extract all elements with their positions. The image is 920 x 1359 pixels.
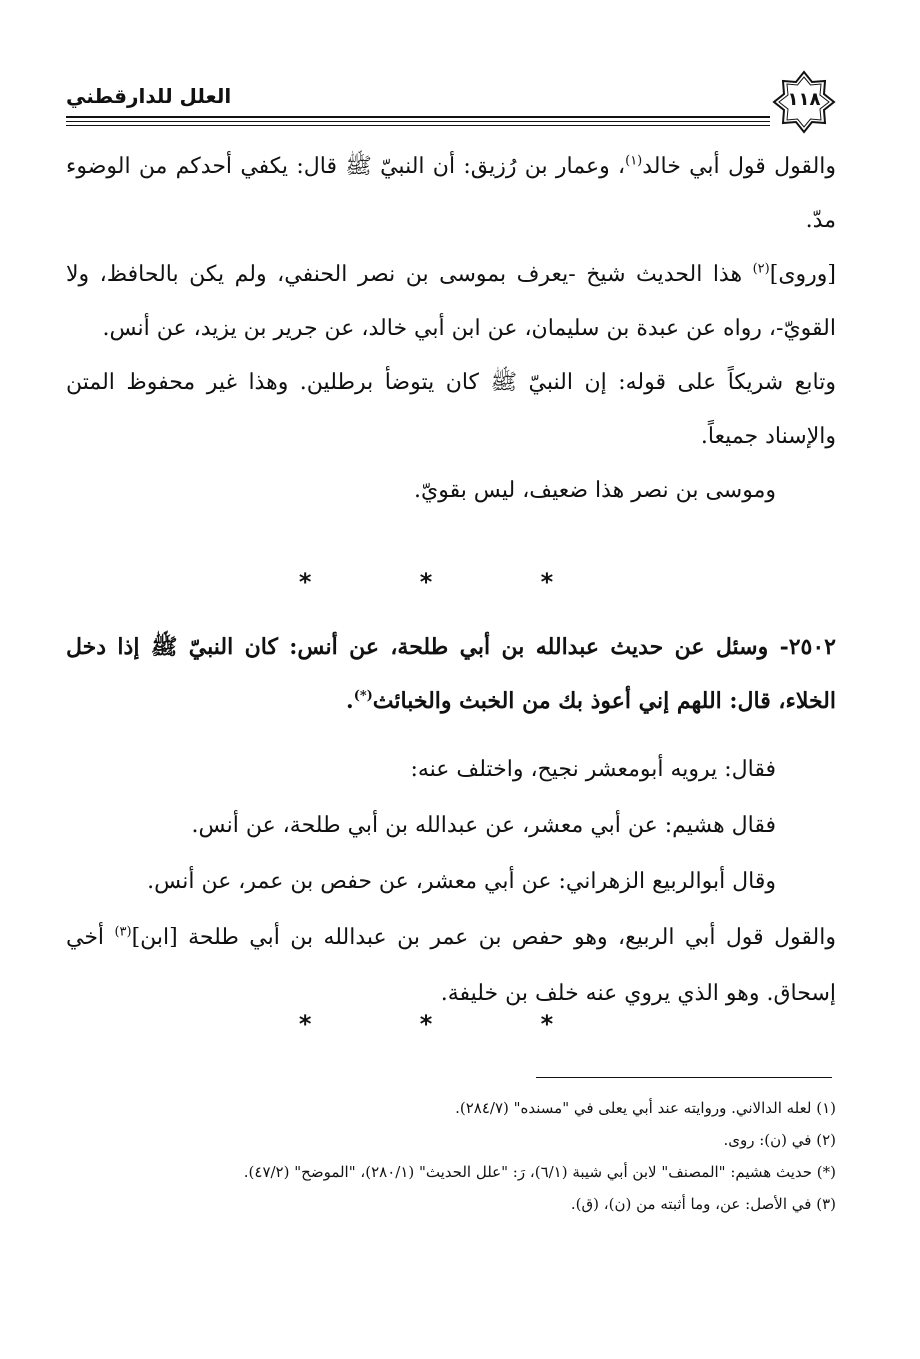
footnote-rule — [536, 1077, 832, 1078]
footnote-ref: (*) — [353, 688, 373, 704]
header-rule — [66, 116, 770, 126]
paragraph-6: فقال هشيم: عن أبي معشر، عن عبدالله بن أبي طلحة، عن أنس. — [191, 813, 776, 838]
paragraph-text: والقول قول أبي الربيع، وهو حفص بن عمر بن عبدالله بن أبي طلحة [ابن] — [131, 925, 836, 950]
paragraph-7: وقال أبوالربيع الزهراني: عن أبي معشر، عن حفص بن عمر، عن أنس. — [147, 869, 776, 894]
paragraph-5: فقال: يرويه أبومعشر نجيح، واختلف عنه: — [410, 757, 776, 782]
paragraph-8 — [66, 910, 836, 1022]
page-number-badge — [772, 70, 836, 134]
section-separator: * * * — [298, 568, 604, 596]
paragraph-2 — [66, 248, 836, 356]
footnote-1: (١) لعله الدالاني. وروايته عند أبي يعلى في "مسنده" (٢٨٤/٧). — [455, 1099, 836, 1117]
main-text — [66, 140, 836, 518]
entry-heading — [66, 620, 836, 728]
footnote-ref: (٢) — [752, 261, 770, 277]
paragraph-text: [وروى] — [769, 262, 836, 287]
footnote-ref: (١) — [625, 153, 643, 169]
footnotes — [66, 1092, 836, 1220]
paragraph-text: أخي إسحاق. وهو الذي يروي عنه خلف بن خليفة. — [66, 925, 836, 1006]
page-header — [66, 70, 836, 128]
paragraph-text: هذا الحديث شيخ -يعرف بموسى بن نصر الحنفي، ولم يكن بالحافظ، ولا القويّ-، رواه عن عبدة بن سليمان، عن ابن أبي خالد، عن جرير بن يزيد، عن أنس. — [66, 262, 836, 341]
footnote-star: (*) حديث هشيم: "المصنف" لابن أبي شيبة (٦/١)، رَ: "علل الحديث" (٢٨٠/١)، "الموضح" (٤٧/٢). — [243, 1163, 836, 1181]
heading-text: . — [346, 688, 354, 714]
paragraph-4: وموسى بن نصر هذا ضعيف، ليس بقويّ. — [413, 478, 776, 503]
footnote-2: (٢) في (ن): روى. — [723, 1131, 836, 1149]
footnote-ref: (٣) — [114, 924, 132, 940]
running-title: العلل للدارقطني — [66, 84, 232, 108]
footnote-3: (٣) في الأصل: عن، وما أثبته من (ن)، (ق). — [570, 1195, 836, 1213]
paragraph-text: والقول قول أبي خالد — [642, 154, 837, 179]
entry-body — [66, 742, 836, 1022]
paragraph-1 — [66, 140, 836, 248]
heading-text: ٢٥٠٢- وسئل عن حديث عبدالله بن أبي طلحة، عن أنس: كان النبيّ ﷺ إذا دخل الخلاء، قال: اللهم إني أعوذ بك من الخبث والخبائث — [66, 634, 836, 714]
paragraph-text: ، وعمار بن رُزيق: أن النبيّ ﷺ قال: يكفي أحدكم من الوضوء مدّ. — [66, 154, 836, 233]
entry-text — [66, 620, 836, 728]
section-separator: * * * — [298, 1010, 604, 1038]
page-number: ١١٨ — [787, 89, 821, 110]
paragraph-3: وتابع شريكاً على قوله: إن النبيّ ﷺ كان يتوضأ برطلين. وهذا غير محفوظ المتن والإسناد جميعاً. — [66, 370, 836, 449]
